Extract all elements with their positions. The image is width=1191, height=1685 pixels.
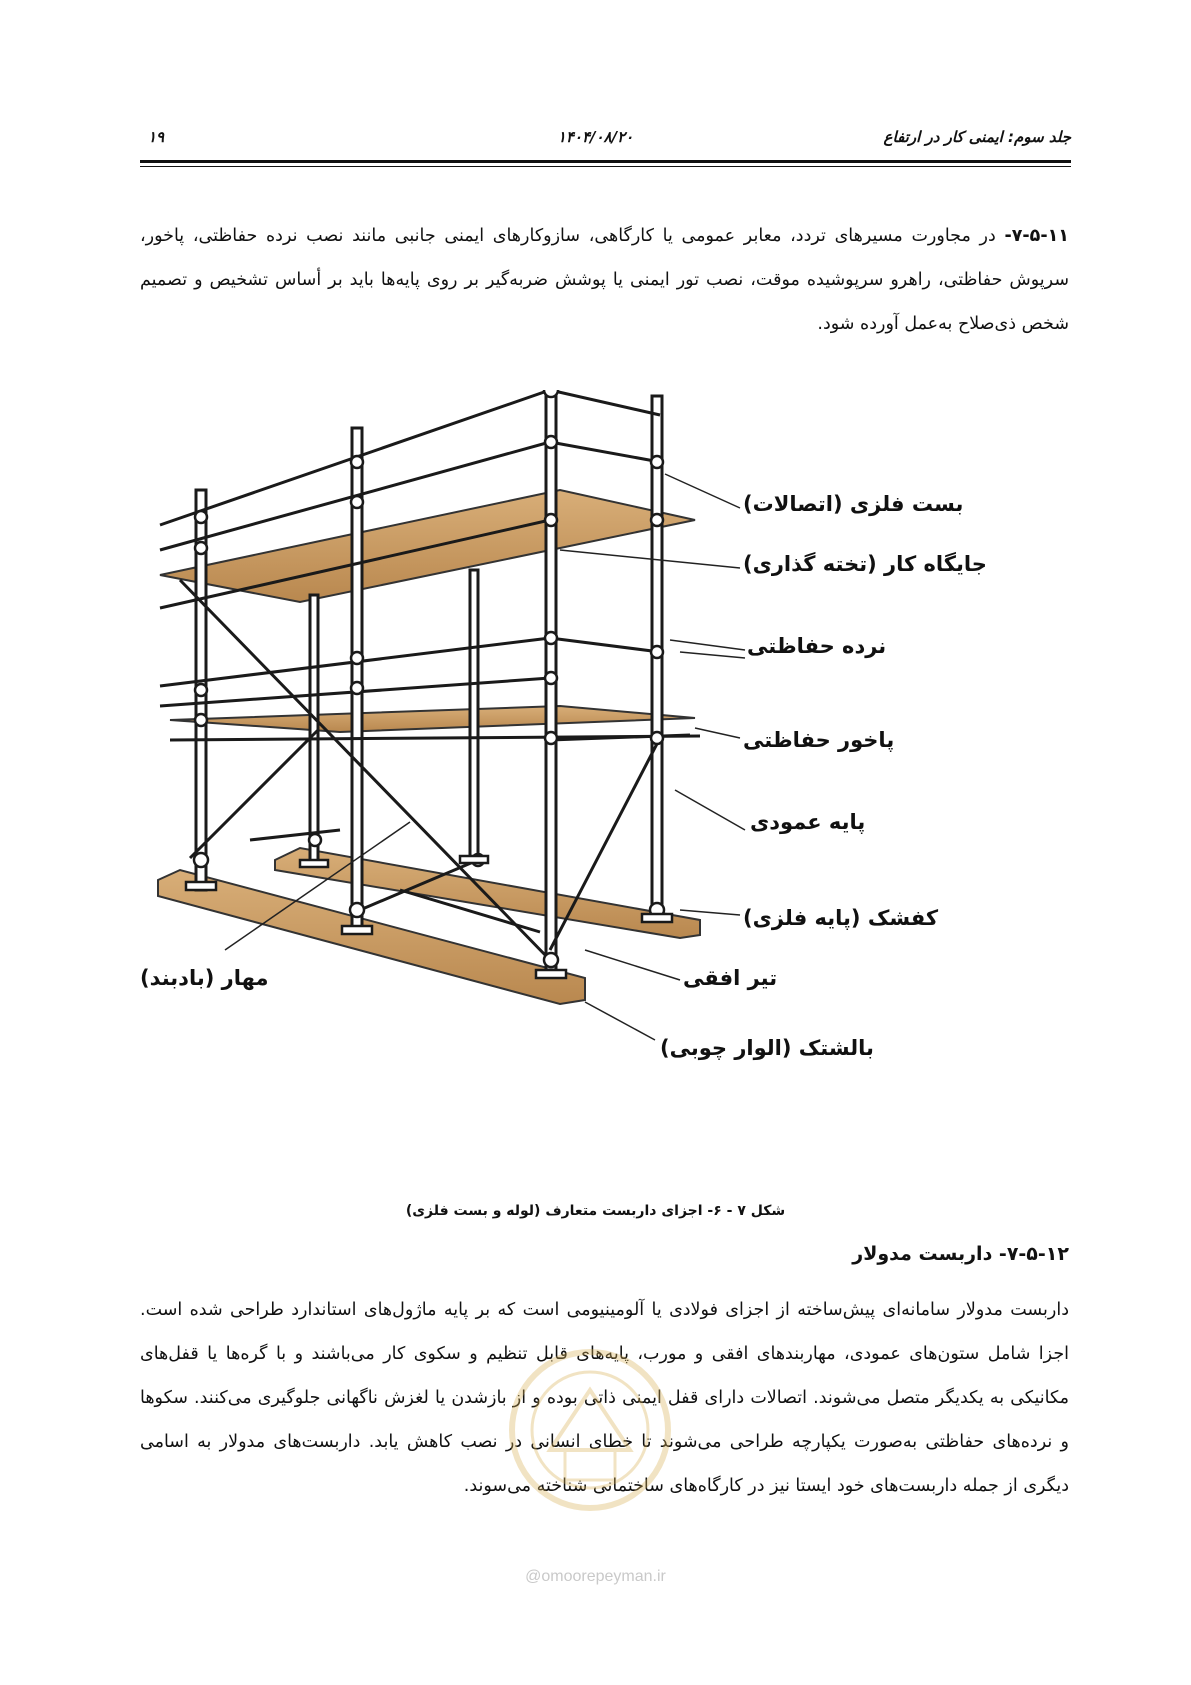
label-toeboard: پاخور حفاظتی bbox=[743, 728, 895, 752]
label-platform: جایگاه کار (تخته گذاری) bbox=[743, 552, 987, 576]
scaffold-figure bbox=[140, 390, 1080, 1150]
label-baseplate: کفشک (پایه فلزی) bbox=[743, 906, 939, 930]
label-sole-board: بالشتک (الوار چوبی) bbox=[660, 1036, 874, 1060]
running-header-date: ۱۴۰۴/۰۸/۲۰ bbox=[557, 128, 634, 146]
paragraph-7-5-11 bbox=[140, 214, 1069, 346]
ledgers bbox=[160, 390, 700, 840]
label-clamp: بست فلزی (اتصالات) bbox=[743, 492, 964, 516]
label-ledger: تیر افقی bbox=[683, 966, 778, 990]
paragraph-text: در مجاورت مسیرهای تردد، معابر عمومی یا کارگاهی، سازوکارهای ایمنی جانبی مانند نصب نرده حفاظتی، پاخور، سرپوش حفاظتی، راهرو سرپوشیده موقت، نصب تور ایمنی یا پوشش ضربه‌گیر بر روی پایه‌ها باید بر أساس تشخیص و تصمیم شخص ذی‌صلاح به‌عمل آورده شود. bbox=[140, 226, 1069, 334]
watermark-seal bbox=[505, 1340, 675, 1520]
label-brace: مهار (بادبند) bbox=[140, 966, 269, 990]
label-standard: پایه عمودی bbox=[750, 810, 866, 834]
label-guardrail: نرده حفاظتی bbox=[747, 634, 887, 658]
section-heading-modular-scaffold: ۷-۵-۱۲- داربست مدولار bbox=[852, 1243, 1069, 1265]
watermark-url: @omoorepeyman.ir bbox=[525, 1568, 666, 1585]
header-rule-thick bbox=[140, 160, 1071, 163]
figure-caption: شکل ۷ - ۶- اجزای داربست متعارف (لوله و بست فلزی) bbox=[405, 1203, 786, 1219]
page-number: ۱۹ bbox=[148, 128, 165, 146]
header-rule-thin bbox=[140, 166, 1071, 167]
clause-number: ۷-۵-۱۱- bbox=[1004, 226, 1069, 246]
paragraph-modular-scaffold: داربست مدولار سامانه‌ای پیش‌ساخته از اجزای فولادی یا آلومینیومی است که بر پایه ماژول‌های استاندارد طراحی شده است. اجزا شامل ستون‌های عمودی، مهاربندهای افقی و مورب، پایه‌های قابل تنظیم و سکوی کار می‌باشند و با گره‌ها یا قفل‌های مکانیکی به یکدیگر متصل می‌شوند. اتصالات دارای قفل ایمنی ذاتی بوده و از بازشدن یا لغزش ناگهانی جلوگیری می‌کنند. سکوها و نرده‌های حفاظتی به‌صورت یکپارچه طراحی می‌شوند تا خطای انسانی در نصب کاهش یابد. داربست‌های مدولار به اسامی دیگری از جمله داربست‌های خود ایستا نیز در کارگاه‌های ساختمانی شناخته می‌سوند. bbox=[140, 1300, 1069, 1496]
running-header-title: جلد سوم: ایمنی کار در ارتفاع bbox=[883, 128, 1071, 146]
